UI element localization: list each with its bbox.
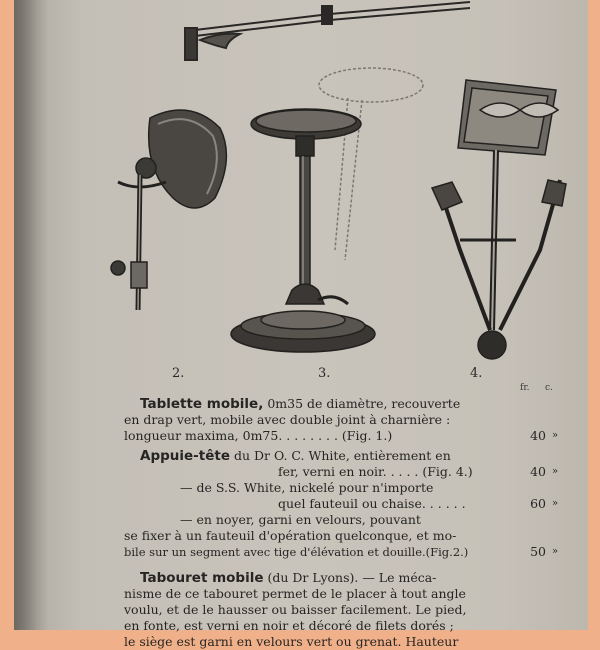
entry-line bbox=[124, 428, 564, 444]
figure-3-stool bbox=[231, 68, 423, 352]
entry-line bbox=[124, 480, 564, 496]
entry-text: fer, verni en noir. . . . . (Fig. 4.) bbox=[278, 464, 473, 479]
entry-line bbox=[124, 544, 564, 560]
entry-title-appuie-tete: Appuie-tête bbox=[140, 448, 230, 464]
entry-line bbox=[124, 448, 564, 464]
entry-line bbox=[124, 412, 564, 428]
figure-2-head-rest bbox=[111, 110, 226, 310]
entry-text: se fixer à un fauteuil d'opération quelconque, et mo- bbox=[124, 528, 457, 543]
price: 60 bbox=[530, 496, 546, 511]
entry-line bbox=[140, 396, 580, 412]
figure-3-label: 3. bbox=[318, 366, 331, 381]
currency-header-francs: fr. bbox=[520, 383, 530, 393]
price: 50 bbox=[530, 544, 546, 559]
entry-text: bile sur un segment avec tige d'élévation et douille.(Fig.2.) bbox=[124, 545, 469, 559]
price-unit: » bbox=[552, 546, 559, 557]
price-unit: » bbox=[552, 466, 559, 477]
entry-text: — de S.S. White, nickelé pour n'importe bbox=[180, 480, 434, 495]
entry-line bbox=[124, 464, 564, 480]
entry-text: — en noyer, garni en velours, pouvant bbox=[180, 512, 421, 527]
figure-2-label: 2. bbox=[172, 366, 185, 381]
price-unit: » bbox=[552, 430, 559, 441]
entry-text: du Dr O. C. White, entièrement en bbox=[230, 448, 451, 463]
currency-header-centimes: c. bbox=[545, 383, 553, 393]
figure-4-white-head-rest bbox=[432, 80, 566, 359]
entry-line bbox=[124, 634, 564, 650]
entry-line bbox=[124, 586, 564, 602]
entry-line bbox=[124, 496, 564, 512]
price: 40 bbox=[530, 428, 546, 443]
figure-1-bracket-arm bbox=[185, 2, 470, 60]
entry-text: 0m35 de diamètre, recouverte bbox=[263, 396, 461, 411]
entry-text: quel fauteuil ou chaise. . . . . . bbox=[278, 496, 466, 511]
entry-line bbox=[124, 570, 564, 586]
price: 40 bbox=[530, 464, 546, 479]
entry-title-tablette: Tablette mobile, bbox=[140, 396, 264, 412]
entry-text: en fonte, est verni en noir et décoré de filets dorés ; bbox=[124, 618, 454, 633]
entry-text: longueur maxima, 0m75. . . . . . . . (Fig. 1.) bbox=[124, 428, 393, 443]
entry-line bbox=[124, 512, 564, 528]
entry-line bbox=[124, 602, 564, 618]
entry-text: voulu, et de le hausser ou baisser facilement. Le pied, bbox=[124, 602, 467, 617]
entry-text: (du Dr Lyons). — Le méca- bbox=[263, 570, 437, 585]
entry-line bbox=[124, 528, 564, 544]
figure-4-label: 4. bbox=[470, 366, 483, 381]
entry-text: nisme de ce tabouret permet de le placer à tout angle bbox=[124, 586, 466, 601]
entry-text: le siège est garni en velours vert ou grenat. Hauteur bbox=[124, 634, 459, 649]
catalog-text bbox=[124, 380, 564, 650]
entry-text: en drap vert, mobile avec double joint à charnière : bbox=[124, 412, 451, 427]
entry-line bbox=[124, 618, 564, 634]
price-unit: » bbox=[552, 498, 559, 509]
entry-title-tabouret: Tabouret mobile bbox=[140, 570, 264, 586]
